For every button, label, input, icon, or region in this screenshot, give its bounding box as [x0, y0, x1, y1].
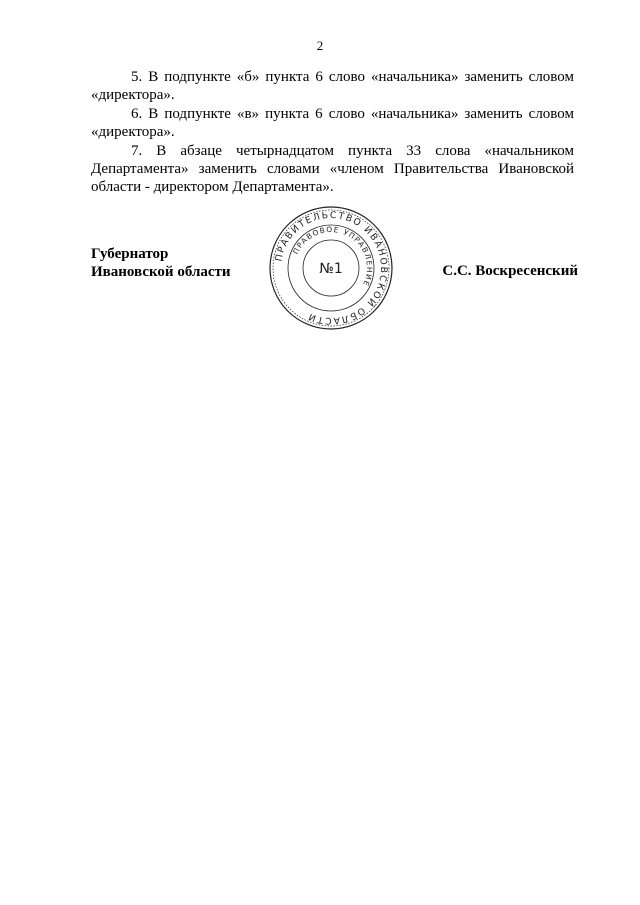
seal-number: №1: [319, 261, 343, 277]
position-line-2: Ивановской области: [91, 264, 231, 280]
official-seal-icon: [267, 204, 395, 332]
seal-inner-text: ПРАВОВОЕ УПРАВЛЕНИЕ: [291, 224, 375, 289]
seal-outer-text: ПРАВИТЕЛЬСТВО ИВАНОВСКОЙ ОБЛАСТИ: [273, 209, 390, 327]
page-number: 2: [316, 38, 324, 53]
paragraph-6: 6. В подпункте «в» пункта 6 слово «начальника» заменить словом «директора».: [91, 105, 574, 141]
paragraph-5: 5. В подпункте «б» пункта 6 слово «начальника» заменить словом «директора».: [91, 69, 574, 104]
signer-name: С.С. Воскресенский: [442, 263, 578, 279]
position-line-1: Губернатор: [91, 246, 169, 262]
document-body: [91, 68, 574, 197]
signature-position: [91, 245, 231, 281]
paragraph-7: 7. В абзаце четырнадцатом пункта 33 слова «начальником Департамента» заменить словами «членом Правительства Ивановской области - директором Департамента».: [91, 142, 574, 196]
